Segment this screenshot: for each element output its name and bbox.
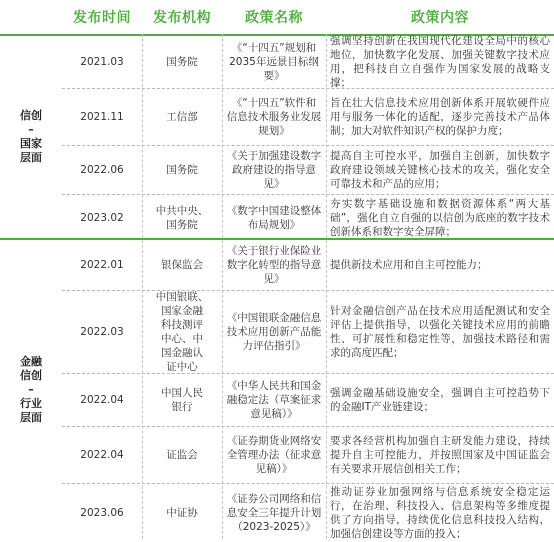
table-row	[62, 484, 554, 542]
table-row	[62, 36, 554, 89]
cell-policy: 《中国银联金融信息 技术应用创新产品能 力评估指引》	[226, 312, 322, 352]
table-body	[62, 36, 554, 241]
table-row	[62, 427, 554, 484]
cell-policy: 《关于银行业保险业 数字化转型的指导意 见》	[226, 245, 322, 285]
column-divider	[142, 34, 143, 539]
cell-date: 2022.01	[80, 259, 124, 271]
group-label-industry: 金融 信创 – 行业 层面	[20, 354, 42, 424]
cell-org: 中国人民 银行	[161, 387, 203, 413]
cell-content: 强调坚持创新在我国现代化建设全局中的核心地位，加快数字化发展、加强关键数字技术应用，把科技自立自强作为国家发展的战略支撑；	[330, 35, 550, 89]
table-row	[62, 291, 554, 374]
header-policy: 政策名称	[245, 10, 303, 26]
cell-org: 证监会	[166, 449, 198, 461]
cell-content: 强调金融基础设施安全，强调自主可控趋势下的金融IT产业链建设；	[330, 387, 550, 413]
cell-content: 针对金融信创产品在技术应用适配测试和安全评估上提供指导，以强化关键技术应用的前瞻性、可扩展性和稳定性等，加强技术路径和需求的高度匹配；	[330, 305, 550, 359]
header-date: 发布时间	[73, 10, 131, 26]
cell-content: 推动证券业加强网络与信息系统安全稳定运行，在治理、科技投入、信息架构等多维度提供了方向指导，持续优化信息科技投入结构，加强信创建设等方面的投入；	[330, 486, 550, 540]
cell-org: 国务院	[166, 164, 198, 176]
table-body	[62, 240, 554, 542]
cell-org: 银保监会	[161, 259, 203, 271]
cell-org: 中国银联、 国家金融 科技测评 中心、中 国金融认 证中心	[155, 291, 209, 373]
cell-content: 夯实数字基础设施和数据资源体系“两大基础”，强化自立自强的以信创为底座的数字技术创新体系和数字安全屏障；	[330, 198, 550, 238]
cell-date: 2021.11	[80, 111, 124, 123]
cell-date: 2023.06	[80, 507, 124, 519]
table-row	[62, 195, 554, 241]
cell-policy: 《中华人民共和国金 融稳定法（草案征求 意见稿）》	[226, 380, 322, 420]
cell-content: 提高自主可控水平，加强自主创新，加快数字政府建设领域关键核心技术的攻关，强化安全可靠技术和产品的应用；	[330, 150, 550, 190]
cell-date: 2022.06	[80, 164, 124, 176]
cell-org: 国务院	[166, 56, 198, 68]
cell-policy: 《数字中国建设整体 布局规划》	[226, 205, 322, 231]
column-divider	[326, 34, 327, 539]
cell-policy: 《关于加强建设数字 政府建设的指导意见》	[226, 150, 322, 190]
group-label-national: 信创 – 国家 层面	[20, 109, 42, 164]
header-content: 政策内容	[411, 10, 469, 26]
cell-policy: 《“十四五”规划和 2035年远景目标纲 要》	[229, 42, 319, 82]
table-row	[62, 240, 554, 291]
table-row	[62, 89, 554, 146]
table-row	[62, 146, 554, 195]
cell-date: 2021.03	[80, 56, 124, 68]
cell-content: 提供新技术应用和自主可控能力；	[330, 259, 488, 271]
cell-org: 中证协	[166, 507, 198, 519]
cell-date: 2022.04	[80, 449, 124, 461]
cell-org: 中共中央、 国务院	[155, 205, 209, 231]
column-divider	[222, 34, 223, 539]
cell-date: 2022.04	[80, 394, 124, 406]
header-org: 发布机构	[153, 10, 211, 26]
cell-policy: 《证券公司网络和信 息安全三年提升计划 （2023-2025）》	[226, 493, 322, 533]
cell-date: 2023.02	[80, 212, 124, 224]
cell-org: 工信部	[166, 111, 198, 123]
cell-date: 2022.03	[80, 326, 124, 338]
cell-content: 要求各经营机构加强自主研发能力建设，持续提升自主可控能力，并按照国家及中国证监会有关要求开展信创相关工作；	[330, 435, 550, 475]
cell-policy: 《“十四五”软件和 信息技术服务业发展 规划》	[226, 97, 322, 137]
cell-content: 旨在壮大信息技术应用创新体系开展软硬件应用与服务一体化的适配，逐步完善技术产品体制；加大对软件知识产权的保护力度；	[330, 97, 550, 137]
cell-policy: 《证券期货业网络安 全管理办法（征求意 见稿）》	[226, 435, 322, 475]
table-row	[62, 374, 554, 427]
